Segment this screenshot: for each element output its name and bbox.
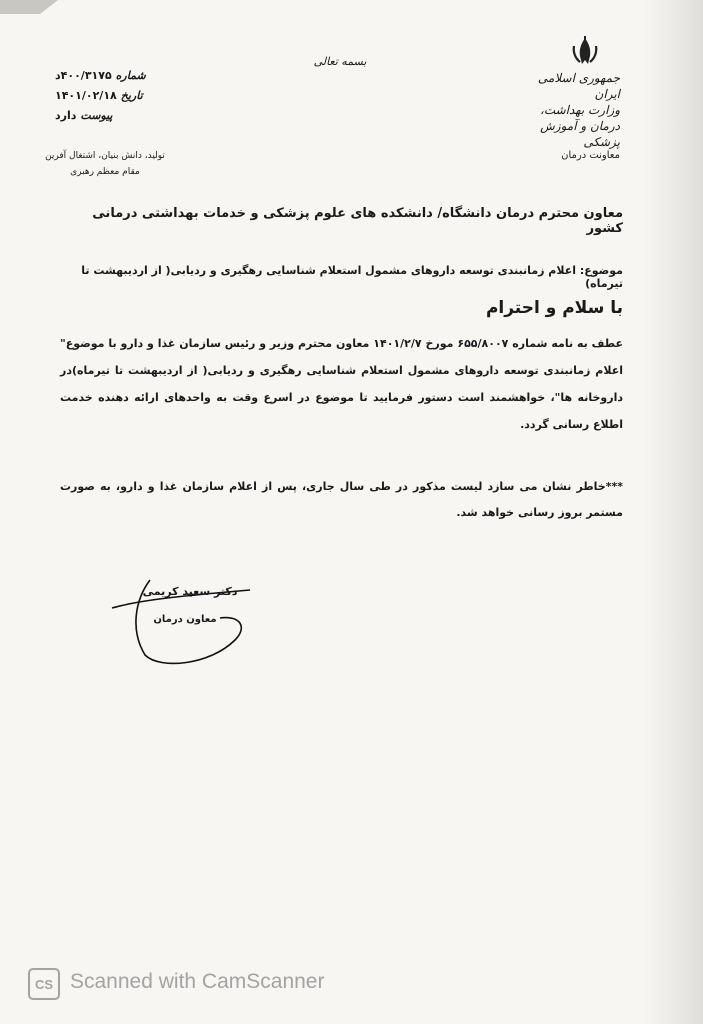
camscanner-logo-icon	[28, 968, 60, 1000]
scan-edge-shadow	[643, 0, 703, 1024]
motto-line-1: تولید، دانش بنیان، اشتغال آفرین	[45, 151, 165, 161]
number-value: ۴۰۰/۳۱۷۵د	[55, 69, 112, 82]
signer-name: دکتر سعید کریمی	[142, 585, 238, 598]
invocation: بسمه تعالی	[313, 55, 367, 68]
subject-line	[60, 264, 623, 290]
letter-date-row	[55, 86, 175, 106]
subject-text: اعلام زمانبندی توسعه داروهای مشمول استعلام شناسایی رهگیری و ردیابی( از اردیبهشت تا تیرماه)	[81, 264, 623, 290]
subject-label: موضوع:	[579, 264, 623, 277]
iran-emblem-icon	[568, 34, 602, 68]
letter-number-row	[55, 66, 175, 86]
ministry-line-2: وزارت بهداشت، درمان و آموزش پزشکی	[539, 103, 620, 149]
addressee: معاون محترم درمان دانشگاه/ دانشکده های علوم پزشکی و خدمات بهداشتی درمانی کشور	[92, 206, 623, 236]
greeting: با سلام و احترام	[485, 298, 623, 318]
year-motto	[30, 148, 180, 180]
letter-note: ***خاطر نشان می سازد لیست مذکور در طی سال جاری، پس از اعلام سازمان غذا و دارو، به صورت مستمر بروز رسانی خواهد شد.	[60, 480, 623, 519]
letter-attachment-row	[55, 106, 175, 126]
attachment-value: دارد	[55, 109, 77, 122]
number-label: شماره	[115, 69, 146, 82]
attachment-label: پیوست	[80, 109, 113, 122]
scanner-watermark: Scanned with CamScanner	[70, 970, 325, 993]
corner-fold-mark	[0, 0, 60, 20]
signer-title: معاون درمان	[153, 614, 217, 625]
department-name: معاونت درمان	[561, 150, 620, 161]
motto-line-2: مقام معظم رهبری	[70, 167, 140, 177]
letter-reference-block	[55, 66, 175, 126]
date-value: ۱۴۰۱/۰۲/۱۸	[55, 89, 117, 102]
letter-body: عطف به نامه شماره ۶۵۵/۸۰۰۷ مورخ ۱۴۰۱/۲/۷ معاون محترم وزیر و رئیس سازمان غذا و دارو با موضوع" اعلام زمانبندی توسعه داروهای مشمول استعلام شناسایی رهگیری و ردیابی( از اردیبهشت تا تیرماه)در داروخانه ها"، خواهشمند است دستور فرمایید تا موضوع در اسرع وقت به واحدهای ارائه دهنده خدمت اطلاع رسانی گردد.	[60, 337, 623, 431]
date-label: تاریخ	[120, 89, 143, 102]
ministry-title	[510, 70, 620, 150]
camscanner-logo-text: CS	[34, 977, 54, 992]
ministry-line-1: جمهوری اسلامی ایران	[537, 71, 620, 101]
